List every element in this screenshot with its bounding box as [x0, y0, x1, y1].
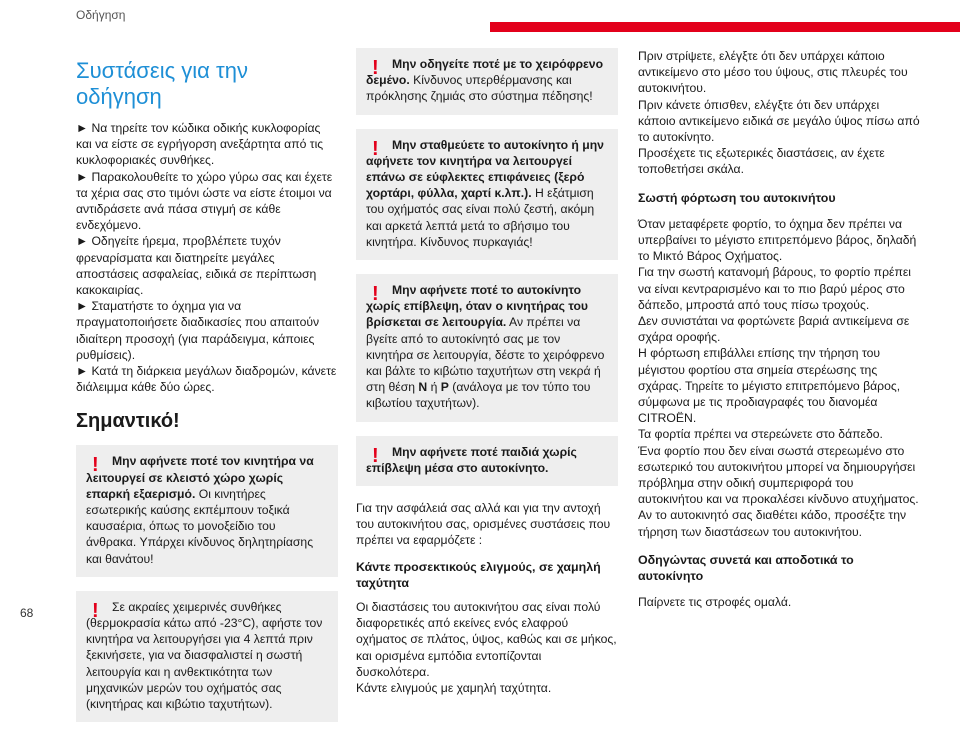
body-text: Τα φορτία πρέπει να στερεώνετε στο δάπεδο. — [638, 427, 883, 442]
gear-p: P — [440, 380, 449, 395]
body-text: Πριν στρίψετε, ελέγξτε ότι δεν υπάρχει κάποιο αντικείμενο στο μέσο του ύψους, στις πλευρές του αυτοκινήτου. — [638, 49, 908, 96]
header-accent-bar — [490, 22, 960, 32]
warning-text: (ανάλογα με τον τύπο του κιβωτίου ταχυτήτων). — [366, 380, 591, 411]
gear-n: N — [418, 380, 428, 395]
warning-bold-text: Μην αφήνετε ποτέ τον κινητήρα να λειτουργεί σε κλειστό χώρο χωρίς επαρκή εξαερισμό. — [86, 454, 314, 501]
list-item: ► Να τηρείτε τον κώδικα οδικής κυκλοφορίας και να είστε σε εγρήγορση ανεξάρτητα από τις κυκλοφοριακές συνθήκες. — [76, 121, 324, 168]
warning-box-children — [356, 436, 618, 486]
column-3 — [638, 48, 920, 611]
warning-icon: ! — [92, 599, 99, 622]
warning-text: Αν πρέπει να βγείτε από το αυτοκίνητό σας με τον κινητήρα σε λειτουργία, δέστε το χειρόφρενο και βάλτε το κιβώτιο ταχυτήτων στη νεκρά ή στη θέση — [366, 315, 605, 395]
warning-icon: ! — [372, 137, 379, 160]
warning-box-flammable — [356, 129, 618, 260]
warning-bold-text: Μην αφήνετε ποτέ το αυτοκίνητο χωρίς επίβλεψη, όταν ο κινητήρας του βρίσκεται σε λειτουργία. — [366, 283, 588, 330]
heading-low-gear: Κάντε προσεκτικούς ελιγμούς, σε χαμηλή ταχύτητα — [356, 559, 601, 590]
warning-text: Η εξάτμιση του οχήματός σας είναι πολύ ζεστή, ακόμη και αρκετά λεπτά μετά το σβήσιμο του κινητήρα. Κίνδυνος πυρκαγιάς! — [366, 186, 595, 249]
warning-box-ventilation — [76, 445, 338, 576]
column-1 — [76, 58, 338, 736]
body-text: Οι διαστάσεις του αυτοκινήτου σας είναι πολύ διαφορετικές από εκείνες ενός ελαφρού οχήματος σε πλάτος, ύψος, καθώς και σε μήκος, και ορισμένα εμπόδια εντοπίζονται δυσκολότερα. — [356, 600, 617, 679]
list-item: ► Παρακολουθείτε το χώρο γύρω σας και έχετε τα χέρια σας στο τιμόνι ώστε να είστε έτοιμοι να αντιδράσετε ανά πάσα στιγμή σε κάθε ενδεχόμενο. — [76, 169, 333, 233]
body-text: Ένα φορτίο που δεν είναι σωστά στερεωμένο στο εσωτερικό του αυτοκινήτου μπορεί να δημιουργήσει πρόβλημα στην οδική συμπεριφορά του αυτοκινήτου και να προκαλέσει κίνδυνο ατυχήματος. — [638, 443, 919, 507]
warning-text: Κίνδυνος υπερθέρμανσης και πρόκλησης ζημιάς στο σύστημα πέδησης! — [366, 73, 593, 104]
body-text: Προσέχετε τις εξωτερικές διαστάσεις, αν έχετε τοποθετήσει σκάλα. — [638, 146, 885, 177]
warning-bold-text: Μην οδηγείτε ποτέ με το χειρόφρενο δεμένο. — [366, 57, 604, 88]
heading-economy: Οδηγώντας συνετά και αποδοτικά το αυτοκίνητο — [638, 552, 854, 584]
warning-text-or: ή — [427, 380, 441, 395]
body-text: Για την σωστή κατανομή βάρους, το φορτίο πρέπει να είναι κεντραρισμένο και το πιο βαρύ μέρος στο δάπεδο, μπροστά από τους πίσω τροχούς. — [638, 265, 912, 312]
list-item: ► Κατά τη διάρκεια μεγάλων διαδρομών, κάνετε διάλειμμα κάθε δύο ώρες. — [76, 364, 337, 395]
warning-box-unattended — [356, 274, 618, 422]
list-item: ► Σταματήστε το όχημα για να πραγματοποιήσετε διαδικασίες που απαιτούν ιδιαίτερη προσοχή (για παράδειγμα, κάποιες ρυθμίσεις). — [76, 299, 320, 362]
page-title: Συστάσεις για την οδήγηση — [76, 58, 248, 109]
warning-icon: ! — [372, 444, 379, 467]
body-text: Παίρνετε τις στροφές ομαλά. — [638, 595, 792, 610]
warning-icon: ! — [372, 283, 379, 306]
warning-icon: ! — [92, 454, 99, 477]
body-text: Κάντε ελιγμούς με χαμηλή ταχύτητα. — [356, 681, 552, 696]
column-2 — [356, 48, 618, 696]
body-text: Αν το αυτοκινητό σας διαθέτει κάδο, προσέξτε την τήρηση των διαστάσεων του αυτοκινήτου. — [638, 508, 907, 539]
body-text: Δεν συνιστάται να φορτώνετε βαριά αντικείμενα σε σχάρα οροφής. — [638, 314, 910, 345]
section-label: Οδήγηση — [76, 8, 126, 22]
heading-loading: Σωστή φόρτωση του αυτοκινήτου — [638, 190, 836, 205]
warning-bold-text: Μην αφήνετε ποτέ παιδιά χωρίς επίβλεψη μέσα στο αυτοκίνητο. — [366, 444, 577, 475]
intro-text: Για την ασφάλειά σας αλλά και για την αντοχή του αυτοκινήτου σας, ορισμένες συστάσεις που πρέπει να εφαρμόζετε : — [356, 501, 611, 548]
warning-box-handbrake — [356, 48, 618, 115]
important-heading: Σημαντικό! — [76, 410, 180, 433]
recommendations-list — [76, 120, 338, 395]
list-item: ► Οδηγείτε ήρεμα, προβλέπετε τυχόν φρεναρίσματα και διατηρείτε μεγάλες αποστάσεις ασφαλείας, ειδικά σε περίπτωση κακοκαιρίας. — [76, 234, 317, 298]
page-number: 68 — [20, 606, 34, 620]
warning-text: Σε ακραίες χειμερινές συνθήκες (θερμοκρασία κάτω από -23°C), αφήστε τον κινητήρα να λειτουργήσει για 4 λεπτά πριν ξεκινήσετε, για να διασφαλιστεί η σωστή λειτουργία και η ανθεκτικότητα των μηχανικών μερών του οχήματός σας (κινητήρας και κιβώτιο ταχυτήτων). — [86, 599, 323, 712]
warning-icon: ! — [372, 57, 379, 79]
warning-box-winter — [76, 591, 338, 722]
warning-text: Οι κινητήρες εσωτερικής καύσης εκπέμπουν τοξικά καυσαέρια, όπως το μονοξείδιο του άνθρακα. Υπάρχει κίνδυνος δηλητηρίασης και θανάτου! — [86, 486, 314, 566]
warning-bold-text: Μην σταθμεύετε το αυτοκίνητο ή μην αφήνετε τον κινητήρα να λειτουργεί επάνω σε εύφλεκτες επιφάνειες (ξερό χορτάρι, φύλλα, χαρτί κ.λπ.). — [366, 137, 604, 201]
body-text: Πριν κάνετε όπισθεν, ελέγξτε ότι δεν υπάρχει κάποιο αντικείμενο ειδικά σε μεγάλο ύψος πίσω από το αυτοκίνητο. — [638, 97, 920, 145]
body-text: Η φόρτωση επιβάλλει επίσης την τήρηση του μέγιστου φορτίου στα σημεία στερέωσης της σχάρας. Τηρείτε το μέγιστο επιτρεπόμενο βάρος, σύμφωνα με τις προδιαγραφές του διανομέα CITROËN. — [638, 346, 901, 426]
body-text: Όταν μεταφέρετε φορτίο, το όχημα δεν πρέπει να υπερβαίνει το μέγιστο επιτρεπόμενο βάρος, δηλαδή το Μικτό Βάρος Οχήματος. — [638, 216, 917, 264]
